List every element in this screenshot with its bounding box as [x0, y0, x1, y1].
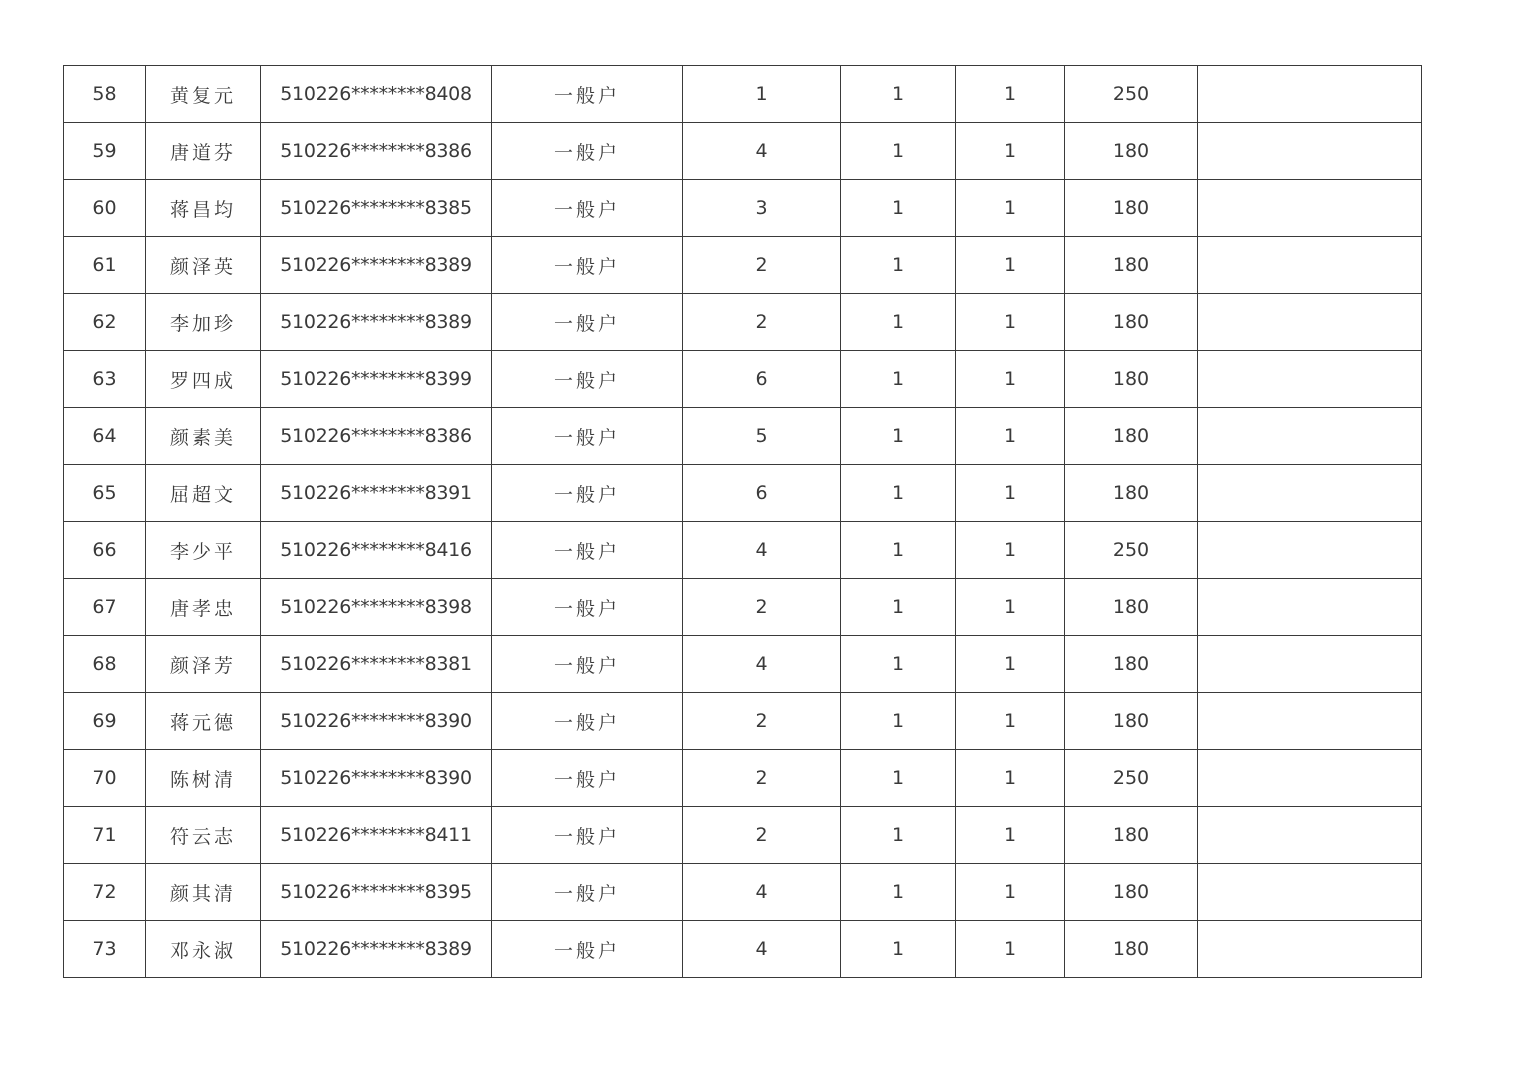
household-type: 一般户	[492, 237, 683, 294]
household-type: 一般户	[492, 465, 683, 522]
note-cell	[1198, 351, 1422, 408]
count-cell: 1	[841, 807, 956, 864]
count-cell: 1	[841, 237, 956, 294]
household-type: 一般户	[492, 864, 683, 921]
household-size: 4	[683, 522, 841, 579]
person-name: 颜泽英	[146, 237, 261, 294]
id-number: 510226********8390	[261, 693, 492, 750]
count-cell: 1	[841, 465, 956, 522]
count-cell: 1	[841, 864, 956, 921]
row-number: 63	[64, 351, 146, 408]
count-cell: 1	[841, 636, 956, 693]
count-cell: 1	[956, 750, 1065, 807]
count-cell: 1	[841, 180, 956, 237]
household-size: 6	[683, 351, 841, 408]
count-cell: 1	[841, 693, 956, 750]
amount-cell: 180	[1065, 408, 1198, 465]
amount-cell: 180	[1065, 807, 1198, 864]
row-number: 62	[64, 294, 146, 351]
household-size: 2	[683, 294, 841, 351]
household-size: 4	[683, 864, 841, 921]
table-row	[64, 807, 1422, 864]
count-cell: 1	[956, 66, 1065, 123]
note-cell	[1198, 807, 1422, 864]
household-type: 一般户	[492, 579, 683, 636]
count-cell: 1	[956, 807, 1065, 864]
amount-cell: 180	[1065, 294, 1198, 351]
household-size: 4	[683, 921, 841, 978]
household-size: 2	[683, 750, 841, 807]
count-cell: 1	[956, 579, 1065, 636]
person-name: 蒋昌均	[146, 180, 261, 237]
count-cell: 1	[956, 237, 1065, 294]
amount-cell: 180	[1065, 636, 1198, 693]
id-number: 510226********8389	[261, 294, 492, 351]
amount-cell: 180	[1065, 693, 1198, 750]
count-cell: 1	[841, 351, 956, 408]
count-cell: 1	[956, 522, 1065, 579]
row-number: 69	[64, 693, 146, 750]
household-size: 4	[683, 123, 841, 180]
count-cell: 1	[841, 66, 956, 123]
id-number: 510226********8385	[261, 180, 492, 237]
household-type: 一般户	[492, 408, 683, 465]
amount-cell: 250	[1065, 750, 1198, 807]
table-row	[64, 522, 1422, 579]
person-name: 陈树清	[146, 750, 261, 807]
person-name: 颜其清	[146, 864, 261, 921]
count-cell: 1	[956, 693, 1065, 750]
count-cell: 1	[841, 123, 956, 180]
id-number: 510226********8386	[261, 123, 492, 180]
row-number: 67	[64, 579, 146, 636]
id-number: 510226********8386	[261, 408, 492, 465]
household-size: 4	[683, 636, 841, 693]
id-number: 510226********8399	[261, 351, 492, 408]
household-size: 3	[683, 180, 841, 237]
note-cell	[1198, 864, 1422, 921]
amount-cell: 180	[1065, 921, 1198, 978]
count-cell: 1	[841, 750, 956, 807]
household-size: 6	[683, 465, 841, 522]
count-cell: 1	[956, 180, 1065, 237]
row-number: 66	[64, 522, 146, 579]
person-name: 屈超文	[146, 465, 261, 522]
table-row	[64, 921, 1422, 978]
count-cell: 1	[841, 522, 956, 579]
note-cell	[1198, 237, 1422, 294]
table-row	[64, 237, 1422, 294]
household-type: 一般户	[492, 750, 683, 807]
amount-cell: 180	[1065, 180, 1198, 237]
household-type: 一般户	[492, 921, 683, 978]
person-name: 颜素美	[146, 408, 261, 465]
count-cell: 1	[841, 921, 956, 978]
note-cell	[1198, 579, 1422, 636]
count-cell: 1	[841, 408, 956, 465]
person-name: 罗四成	[146, 351, 261, 408]
count-cell: 1	[841, 294, 956, 351]
table-row	[64, 408, 1422, 465]
person-name: 李加珍	[146, 294, 261, 351]
note-cell	[1198, 123, 1422, 180]
table-row	[64, 864, 1422, 921]
note-cell	[1198, 180, 1422, 237]
count-cell: 1	[956, 123, 1065, 180]
person-name: 唐孝忠	[146, 579, 261, 636]
count-cell: 1	[956, 351, 1065, 408]
count-cell: 1	[841, 579, 956, 636]
note-cell	[1198, 66, 1422, 123]
table-row	[64, 465, 1422, 522]
note-cell	[1198, 465, 1422, 522]
household-size: 2	[683, 693, 841, 750]
person-name: 李少平	[146, 522, 261, 579]
amount-cell: 180	[1065, 351, 1198, 408]
person-name: 唐道芬	[146, 123, 261, 180]
amount-cell: 250	[1065, 66, 1198, 123]
household-type: 一般户	[492, 807, 683, 864]
note-cell	[1198, 921, 1422, 978]
row-number: 60	[64, 180, 146, 237]
table-row	[64, 66, 1422, 123]
id-number: 510226********8381	[261, 636, 492, 693]
row-number: 58	[64, 66, 146, 123]
id-number: 510226********8411	[261, 807, 492, 864]
household-type: 一般户	[492, 522, 683, 579]
count-cell: 1	[956, 921, 1065, 978]
row-number: 65	[64, 465, 146, 522]
amount-cell: 180	[1065, 237, 1198, 294]
household-type: 一般户	[492, 66, 683, 123]
id-number: 510226********8389	[261, 921, 492, 978]
household-type: 一般户	[492, 351, 683, 408]
count-cell: 1	[956, 864, 1065, 921]
row-number: 72	[64, 864, 146, 921]
table-row	[64, 294, 1422, 351]
note-cell	[1198, 750, 1422, 807]
table-row	[64, 693, 1422, 750]
person-name: 黄复元	[146, 66, 261, 123]
household-type: 一般户	[492, 294, 683, 351]
household-size: 1	[683, 66, 841, 123]
amount-cell: 250	[1065, 522, 1198, 579]
note-cell	[1198, 408, 1422, 465]
table-row	[64, 180, 1422, 237]
table-row	[64, 351, 1422, 408]
amount-cell: 180	[1065, 864, 1198, 921]
row-number: 59	[64, 123, 146, 180]
household-type: 一般户	[492, 693, 683, 750]
person-name: 蒋元德	[146, 693, 261, 750]
household-type: 一般户	[492, 636, 683, 693]
note-cell	[1198, 693, 1422, 750]
id-number: 510226********8389	[261, 237, 492, 294]
household-size: 2	[683, 237, 841, 294]
household-roster-table	[63, 65, 1422, 978]
person-name: 邓永淑	[146, 921, 261, 978]
table-row	[64, 579, 1422, 636]
table-row	[64, 123, 1422, 180]
table-row	[64, 636, 1422, 693]
count-cell: 1	[956, 294, 1065, 351]
note-cell	[1198, 294, 1422, 351]
id-number: 510226********8391	[261, 465, 492, 522]
amount-cell: 180	[1065, 465, 1198, 522]
household-size: 2	[683, 579, 841, 636]
household-size: 5	[683, 408, 841, 465]
id-number: 510226********8398	[261, 579, 492, 636]
row-number: 70	[64, 750, 146, 807]
household-size: 2	[683, 807, 841, 864]
household-type: 一般户	[492, 180, 683, 237]
count-cell: 1	[956, 408, 1065, 465]
note-cell	[1198, 522, 1422, 579]
id-number: 510226********8390	[261, 750, 492, 807]
person-name: 符云志	[146, 807, 261, 864]
note-cell	[1198, 636, 1422, 693]
count-cell: 1	[956, 465, 1065, 522]
row-number: 61	[64, 237, 146, 294]
id-number: 510226********8408	[261, 66, 492, 123]
roster-body	[64, 66, 1422, 978]
count-cell: 1	[956, 636, 1065, 693]
id-number: 510226********8395	[261, 864, 492, 921]
household-type: 一般户	[492, 123, 683, 180]
person-name: 颜泽芳	[146, 636, 261, 693]
row-number: 73	[64, 921, 146, 978]
row-number: 71	[64, 807, 146, 864]
amount-cell: 180	[1065, 123, 1198, 180]
id-number: 510226********8416	[261, 522, 492, 579]
row-number: 64	[64, 408, 146, 465]
amount-cell: 180	[1065, 579, 1198, 636]
table-row	[64, 750, 1422, 807]
row-number: 68	[64, 636, 146, 693]
